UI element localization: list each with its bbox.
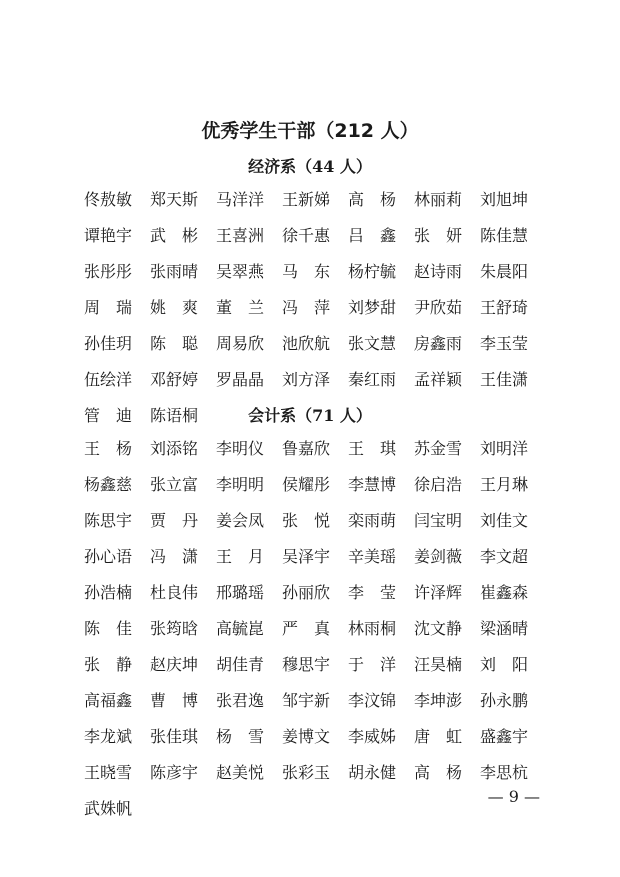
name-entry: 姜会凤 [216,511,265,530]
name-entry: 佟敖敏 [84,190,133,209]
name-entry: 杨 雪 [216,727,265,746]
name-entry: 胡佳青 [216,655,265,674]
name-entry: 吴翠燕 [216,262,265,281]
name-entry: 张彤彤 [84,262,133,281]
name-entry: 于 洋 [348,655,397,674]
name-entry: 王月琳 [480,475,529,494]
name-entry: 刘明洋 [480,439,529,458]
name-entry: 孙浩楠 [84,583,133,602]
name-entry: 辛美瑶 [348,547,397,566]
name-entry: 刘佳文 [480,511,529,530]
name-entry: 武姝帆 [84,799,133,818]
name-entry: 高福鑫 [84,691,133,710]
name-entry: 杨鑫慈 [84,475,133,494]
name-entry: 张筠晗 [150,619,199,638]
name-entry: 张雨晴 [150,262,199,281]
name-entry: 汪昊楠 [414,655,463,674]
section-heading-accounting: 会计系（71 人） [248,406,372,425]
name-entry: 陈彦宇 [150,763,199,782]
name-entry: 刘方泽 [282,370,331,389]
name-entry: 吴泽宇 [282,547,331,566]
name-entry: 邹宇新 [282,691,331,710]
name-entry: 王 月 [216,547,265,566]
name-entry: 董 兰 [216,298,265,317]
name-entry: 尹欣茹 [414,298,463,317]
name-entry: 邓舒婷 [150,370,199,389]
name-entry: 孙丽欣 [282,583,331,602]
name-entry: 李坤澎 [414,691,463,710]
section-heading-economics: 经济系（44 人） [248,157,372,176]
name-entry: 许泽辉 [414,583,463,602]
name-entry: 张 静 [84,655,133,674]
name-entry: 李威姊 [348,727,397,746]
name-entry: 李明明 [216,475,265,494]
name-entry: 李思杭 [480,763,529,782]
name-entry: 邢璐瑶 [216,583,265,602]
name-entry: 鲁嘉欣 [282,439,331,458]
name-entry: 王 杨 [84,439,133,458]
name-entry: 姜剑薇 [414,547,463,566]
name-entry: 陈语桐 [150,406,199,425]
name-entry: 刘 阳 [480,655,529,674]
name-entry: 梁涵晴 [480,619,529,638]
name-entry: 林丽莉 [414,190,463,209]
name-entry: 唐 虹 [414,727,463,746]
name-entry: 姚 爽 [150,298,199,317]
name-entry: 苏金雪 [414,439,463,458]
name-entry: 郑天斯 [150,190,199,209]
name-entry: 严 真 [282,619,331,638]
name-entry: 周易欣 [216,334,265,353]
name-entry: 李慧博 [348,475,397,494]
name-entry: 张君逸 [216,691,265,710]
name-list-accounting [84,437,554,833]
name-entry: 孙佳玥 [84,334,133,353]
name-entry: 李汶锦 [348,691,397,710]
name-entry: 闫宝明 [414,511,463,530]
name-entry: 孙永鹏 [480,691,529,710]
name-entry: 张立富 [150,475,199,494]
name-entry: 管 迪 [84,406,133,425]
name-entry: 张彩玉 [282,763,331,782]
name-entry: 池欣航 [282,334,331,353]
page-number: — 9 — [487,787,540,806]
name-entry: 张文慧 [348,334,397,353]
name-entry: 朱晨阳 [480,262,529,281]
name-entry: 贾 丹 [150,511,199,530]
name-entry: 吕 鑫 [348,226,397,245]
name-entry: 陈 聪 [150,334,199,353]
name-entry: 张 妍 [414,226,463,245]
name-entry: 马洋洋 [216,190,265,209]
name-entry: 陈 佳 [84,619,133,638]
name-entry: 胡永健 [348,763,397,782]
name-entry: 穆思宇 [282,655,331,674]
name-entry: 张 悦 [282,511,331,530]
name-entry: 王喜洲 [216,226,265,245]
name-entry: 冯 潇 [150,547,199,566]
name-entry: 高毓崑 [216,619,265,638]
name-entry: 赵诗雨 [414,262,463,281]
name-entry: 杜良伟 [150,583,199,602]
name-entry: 孟祥颖 [414,370,463,389]
name-entry: 谭艳宇 [84,226,133,245]
name-entry: 盛鑫宇 [480,727,529,746]
name-entry: 沈文静 [414,619,463,638]
name-entry: 赵美悦 [216,763,265,782]
name-entry: 刘添铭 [150,439,199,458]
name-entry: 孙心语 [84,547,133,566]
name-entry: 李玉莹 [480,334,529,353]
name-entry: 周 瑞 [84,298,133,317]
name-entry: 刘梦甜 [348,298,397,317]
name-entry: 侯耀彤 [282,475,331,494]
name-entry: 王晓雪 [84,763,133,782]
name-entry: 秦红雨 [348,370,397,389]
name-entry: 武 彬 [150,226,199,245]
name-entry: 王新娣 [282,190,331,209]
name-entry: 徐千惠 [282,226,331,245]
name-entry: 李 莹 [348,583,397,602]
name-entry: 伍绘洋 [84,370,133,389]
name-entry: 张佳琪 [150,727,199,746]
page-title: 优秀学生干部（212 人） [201,120,419,142]
name-entry: 李龙斌 [84,727,133,746]
name-entry: 栾雨萌 [348,511,397,530]
name-entry: 陈佳慧 [480,226,529,245]
name-entry: 陈思宇 [84,511,133,530]
name-entry: 崔鑫森 [480,583,529,602]
name-entry: 房鑫雨 [414,334,463,353]
name-entry: 罗晶晶 [216,370,265,389]
name-entry: 林雨桐 [348,619,397,638]
name-entry: 高 杨 [414,763,463,782]
name-entry: 姜博文 [282,727,331,746]
name-entry: 高 杨 [348,190,397,209]
name-entry: 王 琪 [348,439,397,458]
name-entry: 李文超 [480,547,529,566]
name-entry: 王佳潇 [480,370,529,389]
name-entry: 赵庆坤 [150,655,199,674]
name-entry: 马 东 [282,262,331,281]
name-entry: 王舒琦 [480,298,529,317]
name-entry: 杨柠毓 [348,262,397,281]
name-entry: 李明仪 [216,439,265,458]
name-entry: 刘旭坤 [480,190,529,209]
name-entry: 曹 博 [150,691,199,710]
name-entry: 徐启浩 [414,475,463,494]
name-entry: 冯 萍 [282,298,331,317]
